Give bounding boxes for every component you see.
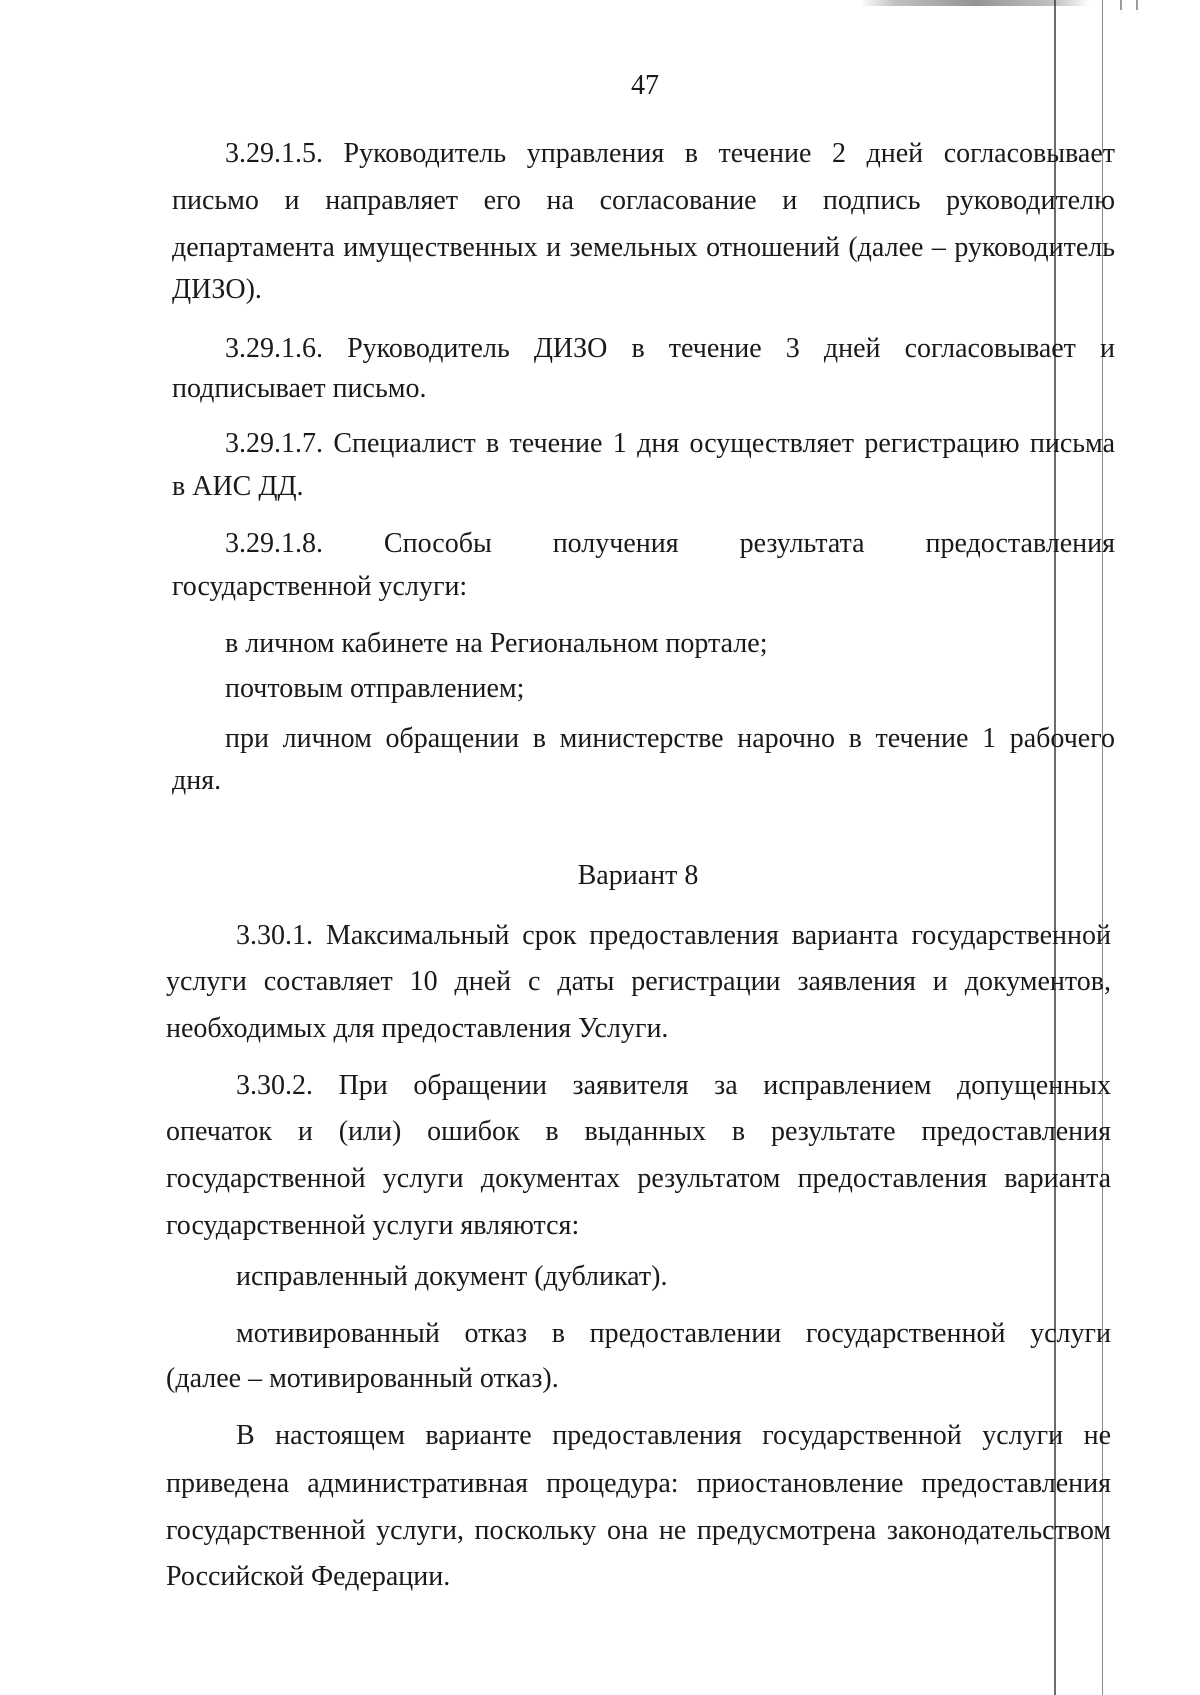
result-item: мотивированный отказ в предоставлении государственной услуги	[236, 1318, 1111, 1349]
paragraph-3-29-1-8-line: 3.29.1.8. Способы получения результата предоставления	[225, 528, 1115, 559]
paragraph-3-29-1-6-line: 3.29.1.6. Руководитель ДИЗО в течение 3 дней согласовывает и	[225, 333, 1115, 364]
paragraph-3-29-1-5-line: департамента имущественных и земельных отношений (далее – руководитель	[172, 232, 1115, 263]
note-paragraph-line: государственной услуги, поскольку она не предусмотрена законодательством	[166, 1515, 1111, 1546]
delivery-method-item: почтовым отправлением;	[225, 673, 525, 704]
paragraph-3-30-1-line: 3.30.1. Максимальный срок предоставления варианта государственной	[236, 920, 1111, 951]
paragraph-3-29-1-5-line: ДИЗО).	[172, 274, 262, 305]
paragraph-3-30-2-line: опечаток и (или) ошибок в выданных в результате предоставления	[166, 1116, 1111, 1147]
delivery-method-item: дня.	[172, 765, 222, 796]
note-paragraph-line: Российской Федерации.	[166, 1561, 451, 1592]
note-paragraph-line: приведена административная процедура: приостановление предоставления	[166, 1468, 1111, 1499]
paragraph-3-30-2-line: государственной услуги являются:	[166, 1210, 580, 1241]
page-number: 47	[631, 70, 659, 101]
paragraph-3-29-1-7-line: 3.29.1.7. Специалист в течение 1 дня осуществляет регистрацию письма	[225, 428, 1115, 459]
paragraph-3-29-1-7-line: в АИС ДД.	[172, 471, 304, 502]
paragraph-3-30-1-line: необходимых для предоставления Услуги.	[166, 1013, 669, 1044]
delivery-method-item: в личном кабинете на Региональном портале;	[225, 628, 768, 659]
paragraph-3-29-1-6-line: подписывает письмо.	[172, 373, 427, 404]
paragraph-3-30-1-line: услуги составляет 10 дней с даты регистрации заявления и документов,	[166, 966, 1111, 997]
note-paragraph-line: В настоящем варианте предоставления государственной услуги не	[236, 1420, 1111, 1451]
result-item: (далее – мотивированный отказ).	[166, 1363, 559, 1394]
paragraph-3-30-2-line: 3.30.2. При обращении заявителя за исправлением допущенных	[236, 1070, 1111, 1101]
paragraph-3-29-1-5-line: письмо и направляет его на согласование и подпись руководителю	[172, 185, 1115, 216]
paragraph-3-29-1-8-line: государственной услуги:	[172, 571, 468, 602]
result-item: исправленный документ (дубликат).	[236, 1261, 668, 1292]
scan-artifact-corner	[1120, 0, 1138, 10]
paragraph-3-29-1-5-line: 3.29.1.5. Руководитель управления в течение 2 дней согласовывает	[225, 138, 1115, 169]
delivery-method-item: при личном обращении в министерстве нарочно в течение 1 рабочего	[225, 723, 1115, 754]
paragraph-3-30-2-line: государственной услуги документах результатом предоставления варианта	[166, 1163, 1111, 1194]
variant-heading: Вариант 8	[577, 860, 699, 891]
